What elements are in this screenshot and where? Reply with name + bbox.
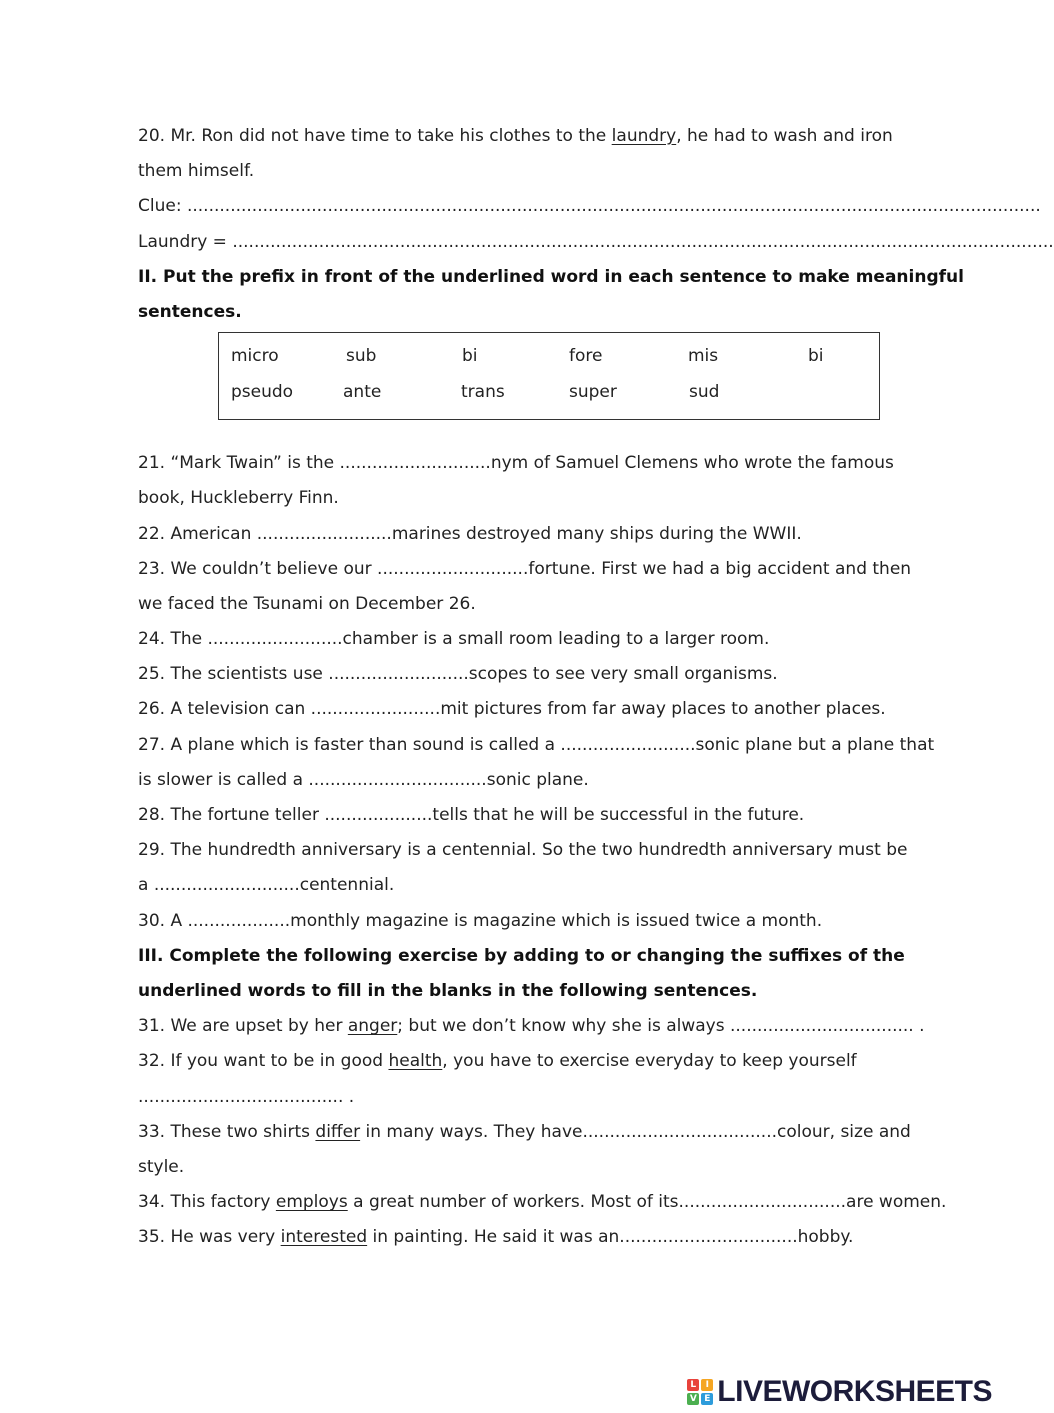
logo-text: LIVEWORKSHEETS	[717, 1375, 992, 1408]
prefix-item: bi	[808, 346, 824, 366]
q26-line: 26. A television can ........................mit pictures from far away places to another places.	[138, 699, 886, 720]
prefix-item: mis	[688, 346, 719, 366]
q33-underlined-word: differ	[315, 1121, 361, 1142]
prefix-item: sub	[346, 346, 377, 366]
q25-line: 25. The scientists use ..........................scopes to see very small organisms.	[138, 664, 778, 685]
logo-letter: E	[701, 1393, 713, 1405]
prefix-item: pseudo	[231, 382, 294, 402]
prefix-item: trans	[461, 382, 505, 402]
q27-line2: is slower is called a .................................sonic plane.	[138, 769, 589, 790]
q21-line1: 21. “Mark Twain” is the ............................nym of Samuel Clemens who wrote the famous	[138, 453, 894, 474]
section3-heading-line2: underlined words to fill in the blanks in the following sentences.	[138, 980, 758, 1001]
q20-text-b: , he had to wash and iron	[676, 126, 893, 146]
q20-laundry-line: Laundry = ........................................................................................................................................................	[138, 231, 1054, 252]
q24-line: 24. The .........................chamber is a small room leading to a larger room.	[138, 629, 770, 650]
q35-underlined-word: interested	[280, 1227, 368, 1248]
logo-letter: L	[687, 1379, 699, 1391]
q33-text-b: in many ways. They have....................................colour, size and	[360, 1121, 911, 1142]
q34-underlined-word: employs	[275, 1192, 348, 1213]
q22-line: 22. American .........................marines destroyed many ships during the WWII.	[138, 523, 802, 544]
q31-text-a: 31. We are upset by her	[138, 1016, 348, 1037]
prefix-word-box	[218, 332, 880, 420]
prefix-item: bi	[462, 346, 478, 366]
q32-text-b: , you have to exercise everyday to keep yourself	[442, 1051, 857, 1072]
logo-grid-icon	[687, 1379, 713, 1405]
q27-line1: 27. A plane which is faster than sound is called a .........................sonic plane but a plane that	[138, 734, 935, 755]
q29-line2: a ...........................centennial.	[138, 875, 395, 896]
q32-line1	[138, 1044, 898, 1079]
q34-text-b: a great number of workers. Most of its...............................are women.	[347, 1192, 947, 1213]
q29-line1: 29. The hundredth anniversary is a centennial. So the two hundredth anniversary must be	[138, 840, 908, 861]
q33-line1	[138, 1115, 911, 1150]
q35-text-a: 35. He was very	[138, 1227, 281, 1248]
q20-clue-line: Clue: ..............................................................................................................................................................	[138, 196, 1041, 217]
worksheet-content	[138, 119, 1054, 1255]
q32-underlined-word: health	[388, 1051, 443, 1072]
section2-heading-line1: II. Put the prefix in front of the underlined word in each sentence to make meaningful	[138, 266, 964, 287]
q32-text-a: 32. If you want to be in good	[138, 1051, 389, 1072]
prefix-item: ante	[343, 382, 382, 402]
prefix-item: super	[569, 382, 617, 402]
prefix-item: sud	[689, 382, 720, 402]
q34-text-a: 34. This factory	[138, 1192, 276, 1213]
q31-line	[138, 1009, 925, 1044]
q35-line	[138, 1220, 898, 1255]
q20-text-a: 20. Mr. Ron did not have time to take his clothes to the	[138, 126, 612, 146]
q20-line2: them himself.	[138, 161, 255, 182]
q35-text-b: in painting. He said it was an.................................hobby.	[367, 1227, 854, 1248]
logo-letter: I	[701, 1379, 713, 1391]
q23-line2: we faced the Tsunami on December 26.	[138, 593, 476, 614]
q21-line2: book, Huckleberry Finn.	[138, 488, 339, 509]
section2-heading-line2: sentences.	[138, 301, 242, 322]
q34-line	[138, 1185, 947, 1220]
liveworksheets-logo[interactable]	[687, 1377, 992, 1407]
q33-text-a: 33. These two shirts	[138, 1121, 316, 1142]
q33-line2: style.	[138, 1156, 185, 1177]
prefix-item: micro	[231, 346, 279, 366]
logo-letter: V	[687, 1393, 699, 1405]
q20-line1	[138, 119, 898, 154]
q31-text-b: ; but we don’t know why she is always .................................. .	[397, 1016, 925, 1037]
q32-line2: ...................................... .	[138, 1086, 355, 1107]
q31-underlined-word: anger	[347, 1016, 398, 1037]
q20-underlined-word: laundry	[611, 126, 677, 146]
q30-line: 30. A ...................monthly magazine is magazine which is issued twice a month.	[138, 910, 823, 931]
q23-line1: 23. We couldn’t believe our ............................fortune. First we had a big accident and then	[138, 558, 912, 579]
q28-line: 28. The fortune teller ....................tells that he will be successful in the future.	[138, 805, 805, 825]
section3-heading-line1: III. Complete the following exercise by adding to or changing the suffixes of the	[138, 945, 905, 966]
prefix-item: fore	[569, 346, 603, 366]
